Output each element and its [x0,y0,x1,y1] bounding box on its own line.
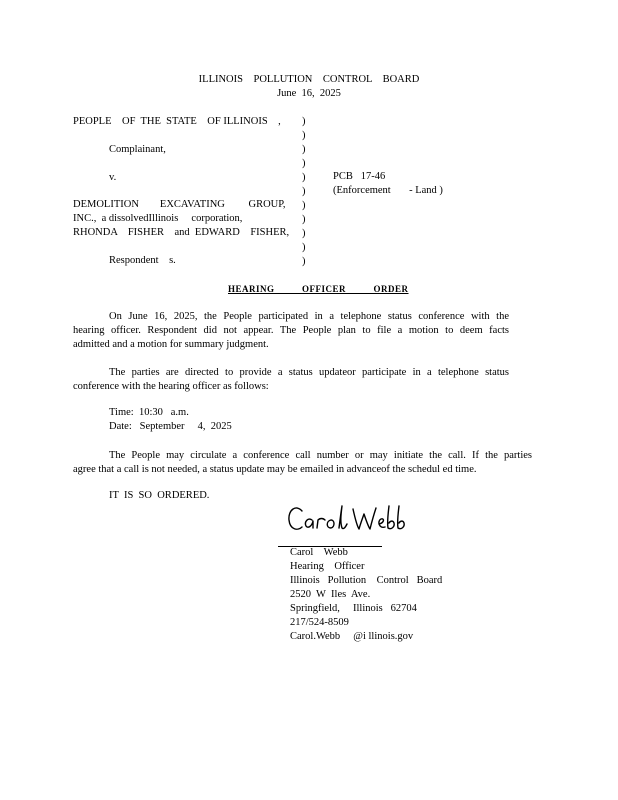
paragraph-call-logistics [73,449,532,477]
paragraph-line: agree that a call is not needed, a status update may be emailed in advanceof the schedul ed time. [73,463,477,475]
caption-paren-column [302,115,310,269]
paren: ) [302,172,306,183]
complainant-name: PEOPLE OF THE STATE OF ILLINOIS , [73,116,281,127]
respondent-line-3: RHONDA FISHER and EDWARD FISHER, [73,227,290,238]
versus: v. [109,172,117,183]
paren: ) [302,130,306,141]
signer-board: Illinois Pollution Control Board [290,575,443,586]
paragraph-status-conference [73,310,509,351]
paren: ) [302,228,306,239]
paren: ) [302,158,306,169]
complainant-role: Complainant, [109,144,166,155]
signer-city: Springfield, Illinois 62704 [290,603,417,614]
paragraph-line: hearing officer. Respondent did not appear. The People plan to file a motion to deem facts [73,324,509,336]
respondent-line-2: INC., a dissolvedIllinois corporation, [73,213,243,224]
conference-time: Time: 10:30 a.m. [109,407,189,418]
paragraph-line: admitted and a motion for summary judgment. [73,338,269,350]
conference-date: Date: September 4, 2025 [109,421,232,432]
order-date: June 16, 2025 [277,88,341,99]
paragraph-directive [73,366,509,394]
paren: ) [302,256,306,267]
case-number: PCB 17-46 [333,171,386,182]
signer-name: Carol Webb [290,547,348,558]
signer-title: Hearing Officer [290,561,365,572]
signer-street: 2520 W Iles Ave. [290,589,371,600]
board-name: ILLINOIS POLLUTION CONTROL BOARD [198,74,420,85]
paragraph-line: conference with the hearing officer as follows: [73,380,269,392]
order-title: HEARING OFFICER ORDER [228,284,409,294]
paren: ) [302,214,306,225]
respondent-role: Respondent s. [109,255,176,266]
signer-email: Carol.Webb @i llinois.gov [290,631,414,642]
so-ordered: IT IS SO ORDERED. [109,490,210,501]
paren: ) [302,116,306,127]
paragraph-line: The parties are directed to provide a status updateor participate in a telephone status [109,367,509,378]
paren: ) [302,186,306,197]
paragraph-line: The People may circulate a conference call number or may initiate the call. If the parties [109,450,532,461]
paren: ) [302,242,306,253]
handwritten-signature [284,500,414,540]
signer-phone: 217/524-8509 [290,617,349,628]
respondent-line-1: DEMOLITION EXCAVATING GROUP, [73,199,286,210]
paren: ) [302,144,306,155]
paren: ) [302,200,306,211]
paragraph-line: On June 16, 2025, the People participated in a telephone status conference with the [109,311,509,322]
case-type: (Enforcement - Land ) [333,185,443,196]
